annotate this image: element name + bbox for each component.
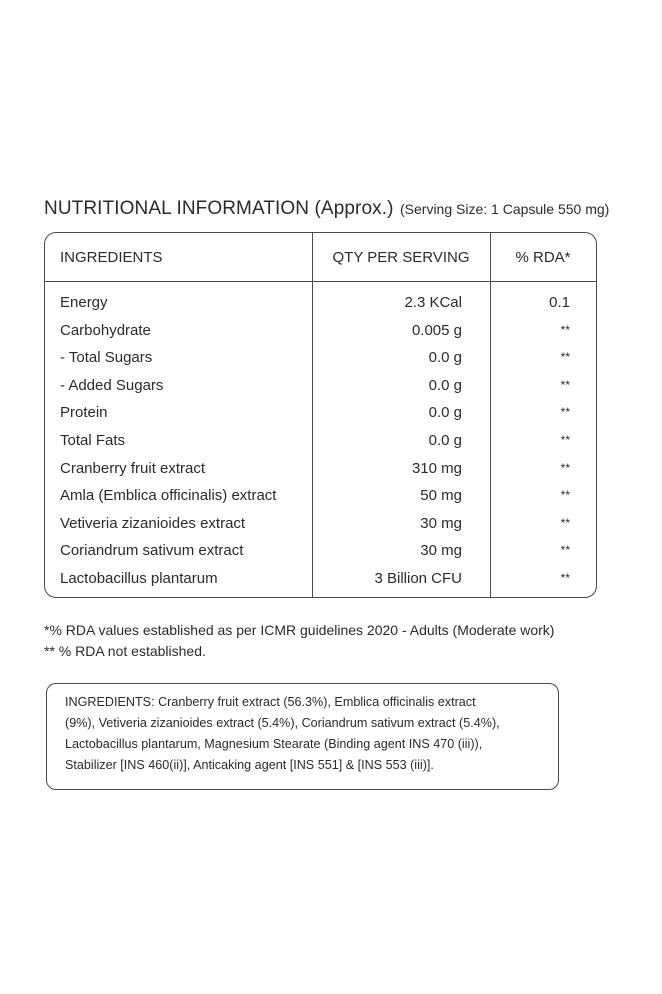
- row-rda: **: [560, 405, 570, 420]
- table-row: [45, 455, 596, 483]
- table-row: [45, 482, 596, 510]
- table-row: [45, 565, 596, 593]
- row-rda: 0.1: [549, 294, 570, 311]
- ingredients-line: INGREDIENTS: Cranberry fruit extract (56.3%), Emblica officinalis extract: [65, 695, 476, 709]
- row-qty: 0.0 g: [428, 376, 462, 394]
- row-qty: 310 mg: [411, 459, 462, 477]
- row-rda: **: [560, 570, 570, 585]
- row-name: Cranberry fruit extract: [60, 459, 206, 477]
- row-rda: **: [560, 488, 570, 503]
- row-name: Energy: [60, 294, 108, 311]
- row-rda: **: [560, 515, 570, 530]
- table-row: [45, 372, 596, 400]
- row-name: - Added Sugars: [60, 376, 164, 394]
- table-row: [45, 537, 596, 565]
- ingredients-line: Stabilizer [INS 460(ii)], Anticaking agent [INS 551] & [INS 553 (iii)].: [65, 758, 434, 772]
- row-qty: 3 Billion CFU: [374, 569, 462, 587]
- row-name: Carbohydrate: [60, 321, 151, 339]
- row-rda: **: [560, 460, 570, 475]
- row-name: Coriandrum sativum extract: [60, 542, 244, 560]
- row-qty: 0.0 g: [428, 431, 462, 449]
- row-name: Protein: [60, 404, 108, 422]
- row-name: Amla (Emblica officinalis) extract: [60, 487, 277, 505]
- header-divider: [45, 281, 596, 282]
- header-ingredients: INGREDIENTS: [60, 249, 163, 266]
- table-row: [45, 399, 596, 427]
- row-rda: **: [560, 350, 570, 365]
- row-name: Total Fats: [60, 431, 126, 449]
- row-rda: **: [560, 377, 570, 392]
- footnotes: [44, 620, 554, 662]
- rda-footnote: *% RDA values established as per ICMR guidelines 2020 - Adults (Moderate work): [44, 622, 555, 638]
- row-rda: **: [560, 322, 570, 337]
- nutrition-title: NUTRITIONAL INFORMATION (Approx.): [44, 198, 394, 219]
- serving-size: (Serving Size: 1 Capsule 550 mg): [400, 201, 610, 217]
- row-rda: **: [560, 432, 570, 447]
- ingredients-line: (9%), Vetiveria zizanioides extract (5.4%), Coriandrum sativum extract (5.4%),: [65, 716, 500, 730]
- row-qty: 2.3 KCal: [404, 294, 462, 311]
- row-qty: 30 mg: [420, 514, 462, 532]
- header-qty-per-serving: QTY PER SERVING: [332, 249, 470, 266]
- row-qty: 50 mg: [420, 487, 462, 505]
- row-name: Vetiveria zizanioides extract: [60, 514, 246, 532]
- nutrition-table: [44, 232, 597, 598]
- table-row: [45, 289, 596, 317]
- table-row: [45, 344, 596, 372]
- table-row: [45, 317, 596, 345]
- ingredients-box: [46, 683, 559, 790]
- row-qty: 30 mg: [420, 542, 462, 560]
- table-row: [45, 510, 596, 538]
- row-name: Lactobacillus plantarum: [60, 569, 218, 587]
- table-body: [45, 289, 596, 593]
- table-row: [45, 427, 596, 455]
- row-name: - Total Sugars: [60, 349, 153, 367]
- row-qty: 0.0 g: [428, 404, 462, 422]
- header-rda: % RDA*: [515, 249, 571, 266]
- ingredients-line: Lactobacillus plantarum, Magnesium Stearate (Binding agent INS 470 (iii)),: [65, 737, 483, 751]
- row-qty: 0.005 g: [411, 321, 462, 339]
- row-rda: **: [560, 543, 570, 558]
- nutrition-heading: [44, 198, 609, 220]
- rda-not-established-footnote: ** % RDA not established.: [44, 643, 206, 659]
- row-qty: 0.0 g: [428, 349, 462, 367]
